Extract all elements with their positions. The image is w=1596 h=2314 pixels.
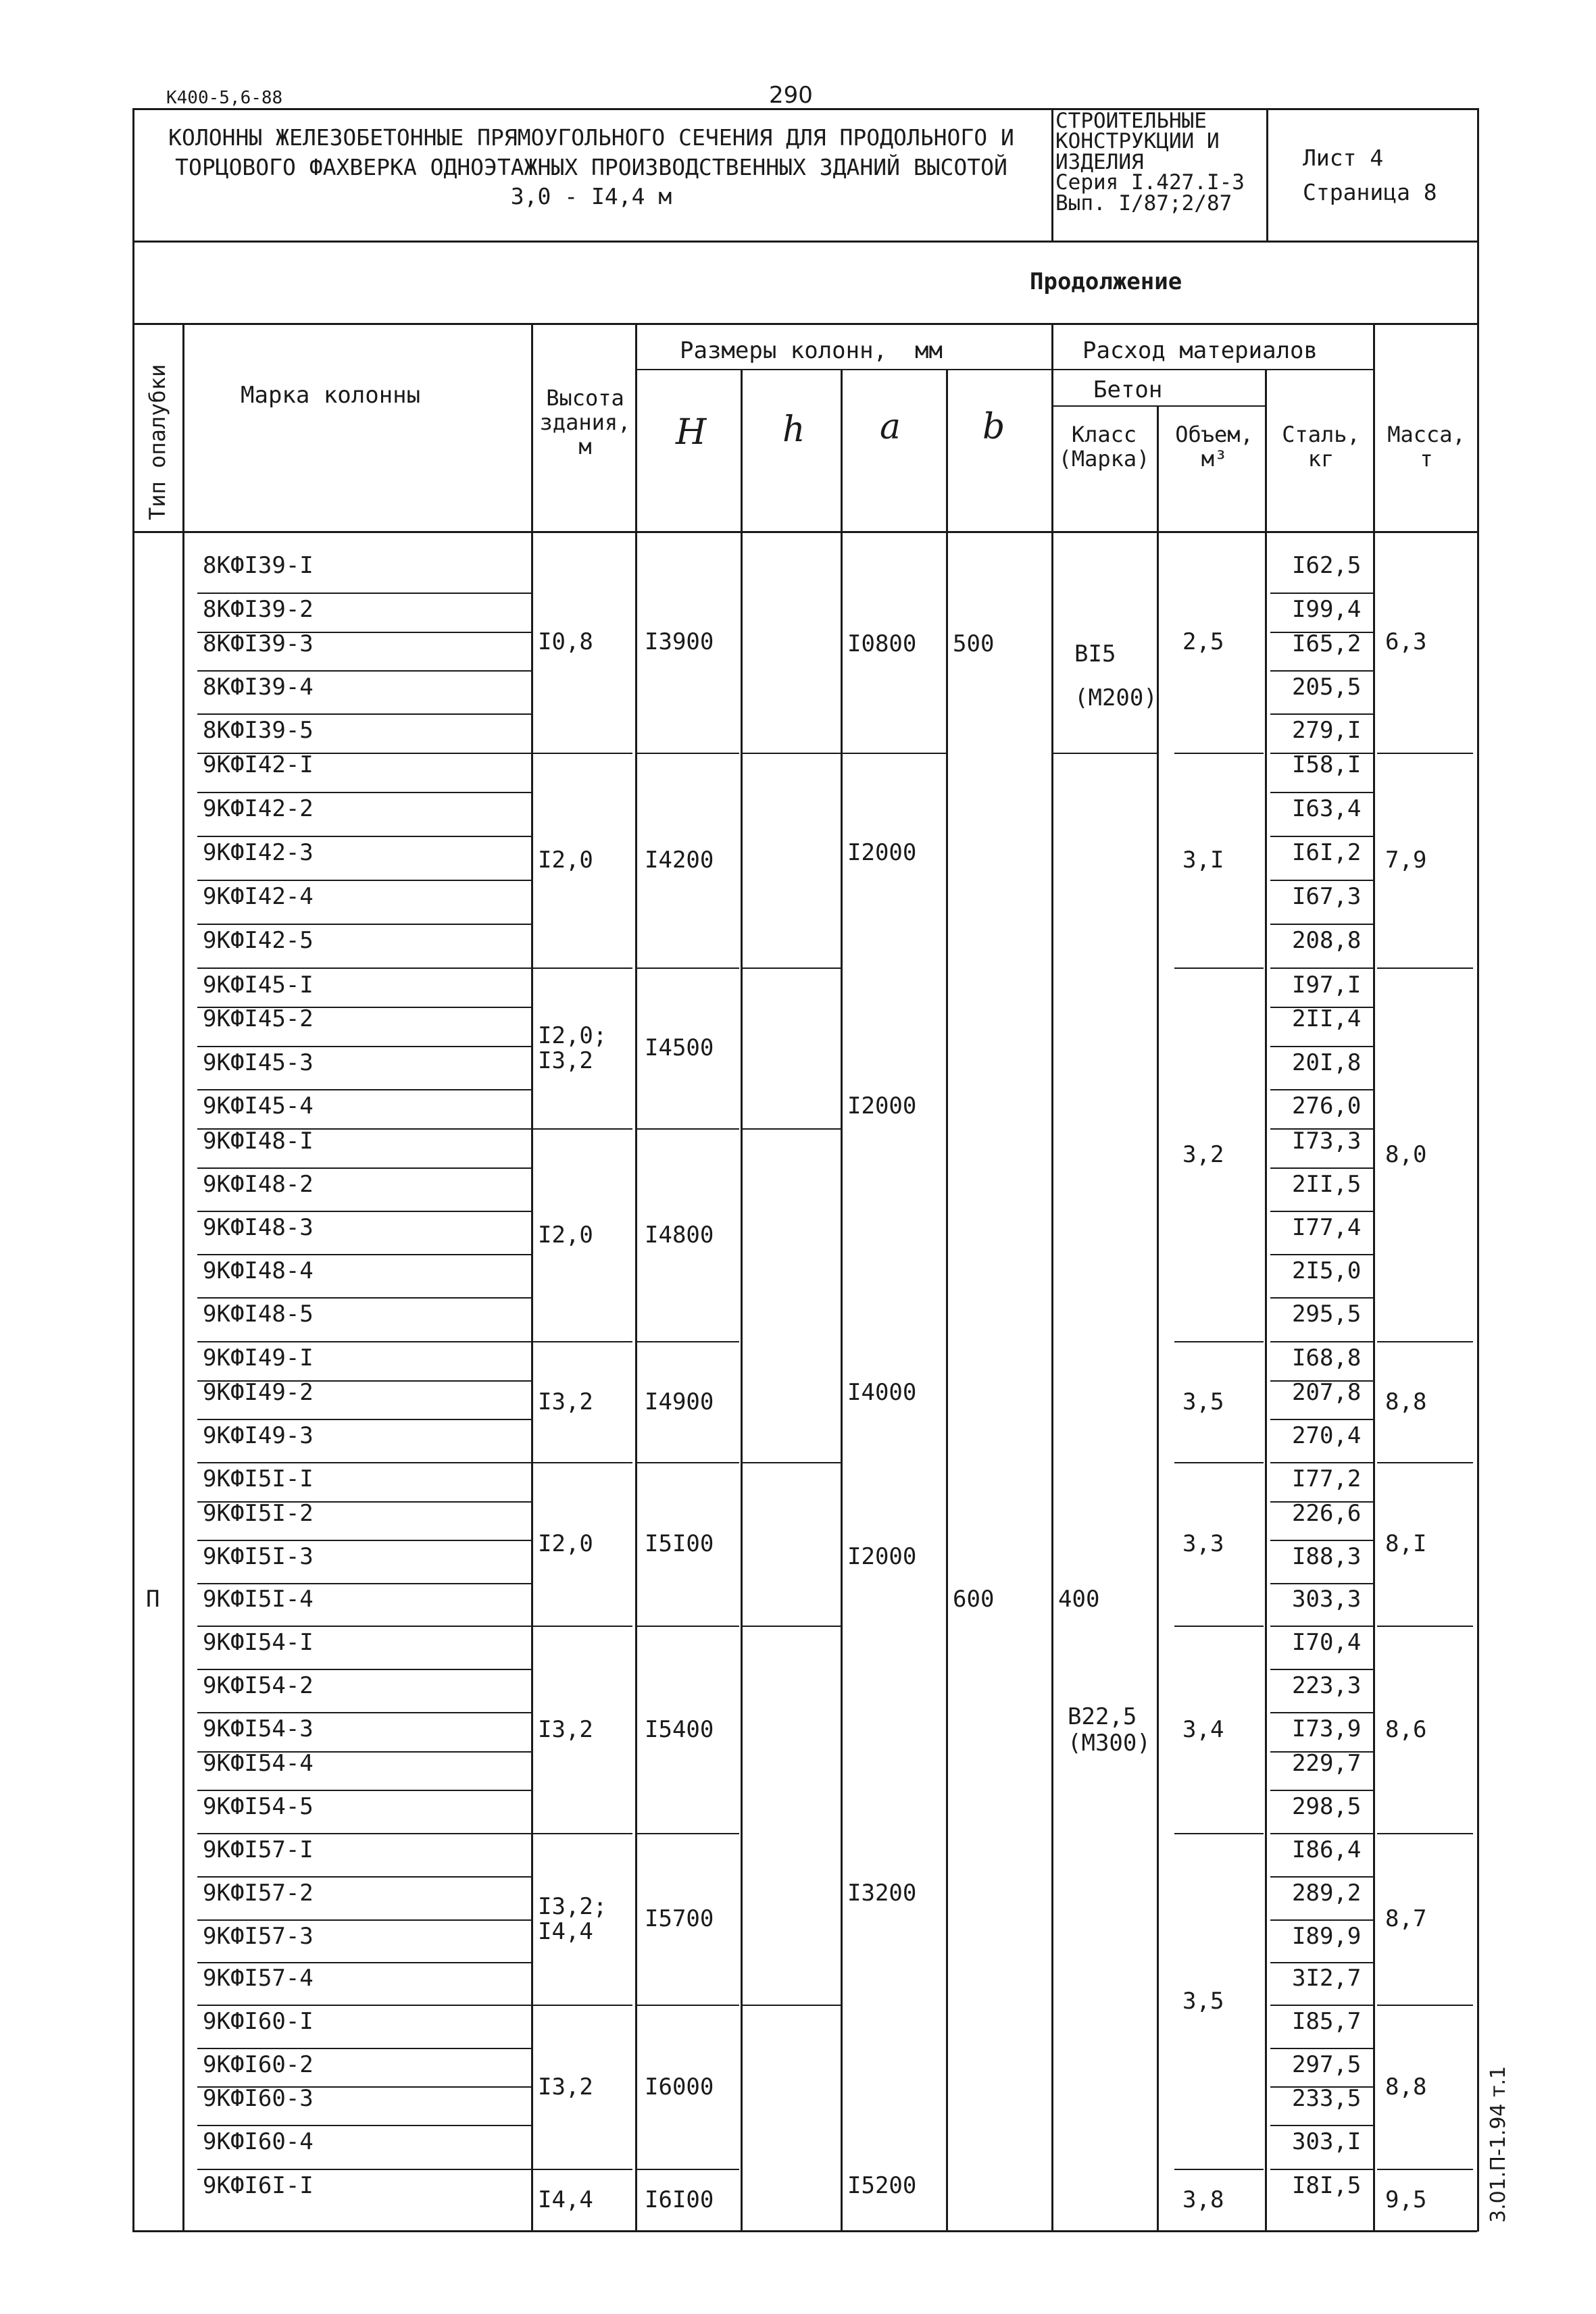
column-mark: 9КФI42-5 (203, 927, 314, 954)
column-mark: 9КФI60-4 (203, 2128, 314, 2155)
column-mark: 8КФI39-2 (203, 596, 314, 623)
col-line-b (1051, 323, 1053, 2232)
mark-underline (197, 1833, 531, 1834)
mass-value-divider (1377, 1626, 1473, 1627)
concrete-volume-divider (1174, 967, 1264, 969)
building-height-divider (530, 1626, 632, 1627)
dimension-H: I5I00 (645, 1530, 714, 1557)
column-mark: 9КФI42-2 (203, 795, 314, 822)
sheet-block: Лист 4 Страница 8 (1303, 145, 1437, 206)
page-number: 290 (769, 82, 813, 109)
dimension-H-divider (637, 1626, 739, 1627)
mass-value-divider (1377, 1462, 1473, 1463)
dimension-a-divider (841, 753, 946, 754)
mass-value-divider (1377, 2169, 1473, 2170)
mass-value: 6,3 (1385, 628, 1427, 655)
dimension-h-divider (741, 1128, 841, 1130)
steel-value: I85,7 (1292, 2008, 1362, 2035)
column-mark: 9КФI5I-2 (203, 1500, 314, 1527)
mark-underline (197, 924, 531, 925)
steel-underline (1270, 1211, 1373, 1212)
col-line-steel (1373, 323, 1375, 2232)
mark-underline (197, 1790, 531, 1791)
column-mark: 9КФI54-5 (203, 1793, 314, 1820)
class-divider (1051, 753, 1157, 754)
dimension-H-divider (637, 1341, 739, 1342)
steel-value: I86,4 (1292, 1836, 1362, 1863)
column-mark: 9КФI60-2 (203, 2051, 314, 2078)
concrete-class: BI5 (M200) (1074, 640, 1157, 711)
mark-underline (197, 1046, 531, 1047)
col-line-height (635, 323, 637, 2232)
column-mark: 9КФI48-3 (203, 1214, 314, 1241)
column-mark: 9КФI49-2 (203, 1379, 314, 1406)
mass-value: 8,6 (1385, 1715, 1427, 1743)
column-mark: 9КФI42-I (203, 751, 314, 778)
continuation-label: Продолжение (1030, 268, 1182, 295)
building-height-divider (530, 2005, 632, 2006)
steel-value: I99,4 (1292, 596, 1362, 623)
steel-underline (1270, 1669, 1373, 1670)
mark-underline (197, 1583, 531, 1584)
mark-underline (197, 1254, 531, 1255)
steel-underline (1270, 1341, 1373, 1342)
steel-value: 276,0 (1292, 1092, 1362, 1120)
column-mark: 9КФI60-3 (203, 2085, 314, 2112)
column-mark: 8КФI39-I (203, 552, 314, 579)
steel-value: 2II,5 (1292, 1171, 1362, 1198)
mark-underline (197, 593, 531, 594)
dimension-h: I3200 (847, 1880, 917, 1907)
column-mark: 9КФI57-2 (203, 1880, 314, 1907)
column-mark: 9КФI5I-I (203, 1465, 314, 1492)
mark-underline (197, 2230, 531, 2232)
building-height-divider (530, 1128, 632, 1130)
column-mark: 9КФI57-I (203, 1836, 314, 1863)
header-h: h (782, 409, 805, 450)
mass-value: 8,8 (1385, 1388, 1427, 1415)
dimension-h-divider (741, 967, 841, 969)
steel-value: I70,4 (1292, 1629, 1362, 1656)
steel-value: I89,9 (1292, 1923, 1362, 1950)
dimension-h: I2000 (847, 839, 917, 866)
header-formwork-type: Тип опалубки (145, 363, 170, 520)
building-height-divider (530, 1341, 632, 1342)
concrete-volume-divider (1174, 1626, 1264, 1627)
concrete-class: B22,5 (M300) (1068, 1703, 1151, 1757)
mark-underline (197, 1626, 531, 1627)
column-mark: 9КФI54-4 (203, 1750, 314, 1777)
steel-value: I73,3 (1292, 1128, 1362, 1155)
header-H: H (676, 412, 707, 453)
steel-value: 208,8 (1292, 927, 1362, 954)
steel-value: 295,5 (1292, 1301, 1362, 1328)
dimension-h: I4000 (847, 1379, 917, 1406)
steel-value: I8I,5 (1292, 2172, 1362, 2199)
header-bottom-border (132, 241, 1477, 243)
column-mark: 8КФI39-4 (203, 674, 314, 701)
mark-underline (197, 1297, 531, 1299)
dimension-H: I5400 (645, 1715, 714, 1743)
dimension-H-divider (637, 1462, 739, 1463)
steel-value: I62,5 (1292, 552, 1362, 579)
building-height-divider (530, 1462, 632, 1463)
mark-underline (197, 1341, 531, 1342)
dimension-H-divider (637, 2005, 739, 2006)
steel-underline (1270, 1919, 1373, 1921)
steel-value: I65,2 (1292, 630, 1362, 657)
steel-value: 20I,8 (1292, 1049, 1362, 1076)
steel-underline (1270, 792, 1373, 793)
steel-underline (1270, 836, 1373, 837)
dimension-H: I6000 (645, 2073, 714, 2101)
concrete-subheader-line (1051, 405, 1265, 407)
steel-underline (1270, 1962, 1373, 1963)
steel-value: 2I5,0 (1292, 1257, 1362, 1284)
steel-underline (1270, 2005, 1373, 2006)
header-mark: Марка колонны (241, 382, 421, 409)
top-border (132, 108, 1477, 110)
column-mark: 9КФI60-I (203, 2008, 314, 2035)
steel-underline (1270, 1583, 1373, 1584)
header-a: a (880, 407, 901, 447)
mark-underline (197, 792, 531, 793)
mass-value-divider (1377, 2005, 1473, 2006)
steel-value: 270,4 (1292, 1422, 1362, 1449)
col-line-formwork (182, 323, 184, 2232)
building-height: I3,2 (538, 2073, 593, 2101)
steel-underline (1270, 2230, 1373, 2232)
steel-underline (1270, 1089, 1373, 1090)
mark-underline (197, 1419, 531, 1420)
building-height: I2,0; I3,2 (538, 1022, 607, 1075)
steel-value: I67,3 (1292, 883, 1362, 910)
concrete-volume: 3,5 (1182, 1388, 1224, 1415)
steel-underline (1270, 1297, 1373, 1299)
mark-underline (197, 1089, 531, 1090)
dimension-H: I6I00 (645, 2186, 714, 2213)
dimension-H-divider (637, 753, 739, 754)
dimension-H-divider (637, 2169, 739, 2170)
mark-underline (197, 1919, 531, 1921)
concrete-volume: 3,I (1182, 847, 1224, 874)
steel-underline (1270, 713, 1373, 715)
dimension-a: 600 (953, 1586, 995, 1613)
mass-value-divider (1377, 967, 1473, 969)
series-block: СТРОИТЕЛЬНЫЕ КОНСТРУКЦИИ И ИЗДЕЛИЯ Серия I.427.I-3 Вып. I/87;2/87 (1055, 109, 1245, 216)
column-mark: 9КФI6I-I (203, 2172, 314, 2199)
header-concrete: Бетон (1093, 376, 1163, 403)
mark-underline (197, 670, 531, 672)
dimension-H: I4800 (645, 1221, 714, 1249)
dimension-H: I3900 (645, 628, 714, 655)
dimension-h: I0800 (847, 630, 917, 657)
steel-value: I77,4 (1292, 1214, 1362, 1241)
column-mark: 9КФI45-I (203, 972, 314, 999)
column-mark: 9КФI42-4 (203, 883, 314, 910)
column-mark: 9КФI5I-4 (203, 1586, 314, 1613)
mass-value-divider (1377, 753, 1473, 754)
column-mark: 9КФI42-3 (203, 839, 314, 866)
mass-value-divider (1377, 1833, 1473, 1834)
dimension-b: 400 (1058, 1586, 1100, 1613)
col-line-h (841, 369, 843, 2232)
column-mark: 9КФI48-4 (203, 1257, 314, 1284)
table-header-bottom (132, 531, 1477, 533)
building-height-divider (530, 1833, 632, 1834)
mass-value: 9,5 (1385, 2186, 1427, 2213)
concrete-volume-divider (1174, 2169, 1264, 2170)
mark-underline (197, 1962, 531, 1963)
column-mark: 9КФI49-I (203, 1344, 314, 1372)
steel-value: I63,4 (1292, 795, 1362, 822)
steel-value: 226,6 (1292, 1500, 1362, 1527)
concrete-volume: 3,5 (1182, 1987, 1224, 2015)
dimension-H: I4900 (645, 1388, 714, 1415)
steel-value: 303,3 (1292, 1586, 1362, 1613)
concrete-volume: 3,2 (1182, 1140, 1224, 1168)
steel-underline (1270, 1167, 1373, 1169)
dimension-H-divider (637, 1128, 739, 1130)
building-height-divider (530, 2169, 632, 2170)
header-mass: Масса, т (1387, 422, 1466, 472)
mass-value: 8,0 (1385, 1140, 1427, 1168)
steel-value: I97,I (1292, 972, 1362, 999)
col-line-a (946, 369, 948, 2232)
building-height: I2,0 (538, 1530, 593, 1557)
steel-value: I68,8 (1292, 1344, 1362, 1372)
mark-underline (197, 1462, 531, 1463)
concrete-volume: 3,3 (1182, 1530, 1224, 1557)
mark-underline (197, 2048, 531, 2049)
column-mark: 9КФI45-2 (203, 1005, 314, 1032)
formwork-type-value: П (146, 1586, 160, 1613)
concrete-volume-divider (1174, 1833, 1264, 1834)
mass-value: 8,7 (1385, 1905, 1427, 1932)
steel-underline (1270, 1254, 1373, 1255)
steel-value: 233,5 (1292, 2085, 1362, 2112)
building-height: I0,8 (538, 628, 593, 655)
table-top-border (132, 323, 1477, 325)
steel-value: I77,2 (1292, 1465, 1362, 1492)
side-code: 3.01.П-1.94 т.1 (1487, 2065, 1510, 2223)
steel-underline (1270, 880, 1373, 881)
mass-value: 7,9 (1385, 847, 1427, 874)
title-divider (1051, 108, 1053, 241)
concrete-volume: 2,5 (1182, 628, 1224, 655)
steel-value: 205,5 (1292, 674, 1362, 701)
steel-underline (1270, 1790, 1373, 1791)
building-height: I2,0 (538, 1221, 593, 1249)
column-mark: 9КФI48-I (203, 1128, 314, 1155)
mass-value: 8,I (1385, 1530, 1427, 1557)
column-mark: 9КФI48-5 (203, 1301, 314, 1328)
concrete-volume-divider (1174, 1341, 1264, 1342)
steel-underline (1270, 967, 1373, 969)
series-divider (1266, 108, 1268, 241)
header-volume: Объем, м³ (1175, 422, 1253, 472)
column-mark: 9КФI54-I (203, 1629, 314, 1656)
building-height: I3,2 (538, 1388, 593, 1415)
steel-value: 289,2 (1292, 1880, 1362, 1907)
steel-underline (1270, 2169, 1373, 2170)
column-mark: 9КФI45-4 (203, 1092, 314, 1120)
steel-underline (1270, 1046, 1373, 1047)
steel-underline (1270, 1540, 1373, 1541)
concrete-volume: 3,8 (1182, 2186, 1224, 2213)
materials-subheader-line (1051, 369, 1373, 370)
building-height-divider (530, 753, 632, 754)
steel-value: I73,9 (1292, 1715, 1362, 1742)
steel-value: 279,I (1292, 717, 1362, 744)
steel-underline (1270, 593, 1373, 594)
building-height: I2,0 (538, 847, 593, 874)
steel-value: 229,7 (1292, 1750, 1362, 1777)
header-dimensions: Размеры колонн, мм (680, 337, 943, 364)
steel-value: 223,3 (1292, 1672, 1362, 1699)
dimension-h: I5200 (847, 2172, 917, 2199)
mark-underline (197, 967, 531, 969)
steel-value: I58,I (1292, 751, 1362, 778)
column-mark: 9КФI57-3 (203, 1923, 314, 1950)
mark-underline (197, 1211, 531, 1212)
dimension-h-divider (741, 1626, 841, 1627)
mark-underline (197, 1669, 531, 1670)
dimension-h: I2000 (847, 1092, 917, 1120)
mark-underline (197, 1540, 531, 1541)
steel-value: 207,8 (1292, 1379, 1362, 1406)
steel-value: I88,3 (1292, 1543, 1362, 1570)
steel-value: 3I2,7 (1292, 1965, 1362, 1992)
dimension-h-divider (741, 753, 841, 754)
steel-value: 2II,4 (1292, 1005, 1362, 1032)
mark-underline (197, 1876, 531, 1878)
steel-value: I6I,2 (1292, 839, 1362, 866)
document-title: КОЛОННЫ ЖЕЛЕЗОБЕТОННЫЕ ПРЯМОУГОЛЬНОГО СЕЧЕНИЯ ДЛЯ ПРОДОЛЬНОГО И ТОРЦОВОГО ФАХВЕРКА ОДНОЭТАЖНЫХ ПРОИЗВОДСТВЕННЫХ ЗДАНИЙ ВЫСОТОЙ 3,0 - I4,4 м (168, 124, 1014, 210)
column-mark: 8КФI39-5 (203, 717, 314, 744)
dimension-a: 500 (953, 630, 995, 657)
mark-underline (197, 2169, 531, 2170)
dimension-H-divider (637, 967, 739, 969)
column-mark: 9КФI45-3 (203, 1049, 314, 1076)
dimension-H: I5700 (645, 1905, 714, 1932)
column-mark: 9КФI54-3 (203, 1715, 314, 1742)
header-b: b (982, 407, 1005, 447)
col-line-H (741, 369, 743, 2232)
document-code: К400-5,6-88 (166, 88, 283, 108)
dimension-h: I2000 (847, 1543, 917, 1570)
dims-subheader-line (635, 369, 1051, 370)
mark-underline (197, 836, 531, 837)
dimension-H-divider (637, 1833, 739, 1834)
column-mark: 8КФI39-3 (203, 630, 314, 657)
dimension-H: I4200 (645, 847, 714, 874)
mark-underline (197, 1167, 531, 1169)
mark-underline (197, 2005, 531, 2006)
building-height-divider (530, 967, 632, 969)
mass-value-divider (1377, 1341, 1473, 1342)
column-mark: 9КФI5I-3 (203, 1543, 314, 1570)
mark-underline (197, 2125, 531, 2126)
column-mark: 9КФI54-2 (203, 1672, 314, 1699)
header-steel: Сталь, кг (1282, 422, 1360, 472)
frame-left (132, 108, 134, 2232)
building-height: I3,2 (538, 1715, 593, 1743)
steel-underline (1270, 1462, 1373, 1463)
steel-underline (1270, 1626, 1373, 1627)
column-mark: 9КФI49-3 (203, 1422, 314, 1449)
col-line-mark (531, 323, 533, 2232)
steel-underline (1270, 670, 1373, 672)
mark-underline (197, 713, 531, 715)
steel-underline (1270, 2125, 1373, 2126)
header-class: Класс (Марка) (1058, 422, 1150, 472)
concrete-volume: 3,4 (1182, 1715, 1224, 1743)
mark-underline (197, 880, 531, 881)
dimension-h-divider (741, 1462, 841, 1463)
steel-underline (1270, 1876, 1373, 1878)
building-height: I4,4 (538, 2186, 593, 2213)
mass-value: 8,8 (1385, 2073, 1427, 2101)
steel-underline (1270, 2048, 1373, 2049)
steel-value: 303,I (1292, 2128, 1362, 2155)
concrete-volume-divider (1174, 753, 1264, 754)
dimension-h-divider (741, 2005, 841, 2006)
steel-value: 297,5 (1292, 2051, 1362, 2078)
dimension-H: I4500 (645, 1034, 714, 1061)
header-height: Высота здания, м (539, 385, 631, 459)
steel-underline (1270, 1833, 1373, 1834)
header-materials: Расход материалов (1082, 337, 1318, 364)
mark-underline (197, 1712, 531, 1713)
col-line-volume (1265, 369, 1267, 2232)
building-height: I3,2; I4,4 (538, 1893, 607, 1946)
column-mark: 9КФI48-2 (203, 1171, 314, 1198)
steel-value: 298,5 (1292, 1793, 1362, 1820)
column-mark: 9КФI57-4 (203, 1965, 314, 1992)
frame-right (1477, 108, 1479, 2232)
steel-underline (1270, 1419, 1373, 1420)
steel-underline (1270, 1712, 1373, 1713)
concrete-volume-divider (1174, 1462, 1264, 1463)
steel-underline (1270, 924, 1373, 925)
